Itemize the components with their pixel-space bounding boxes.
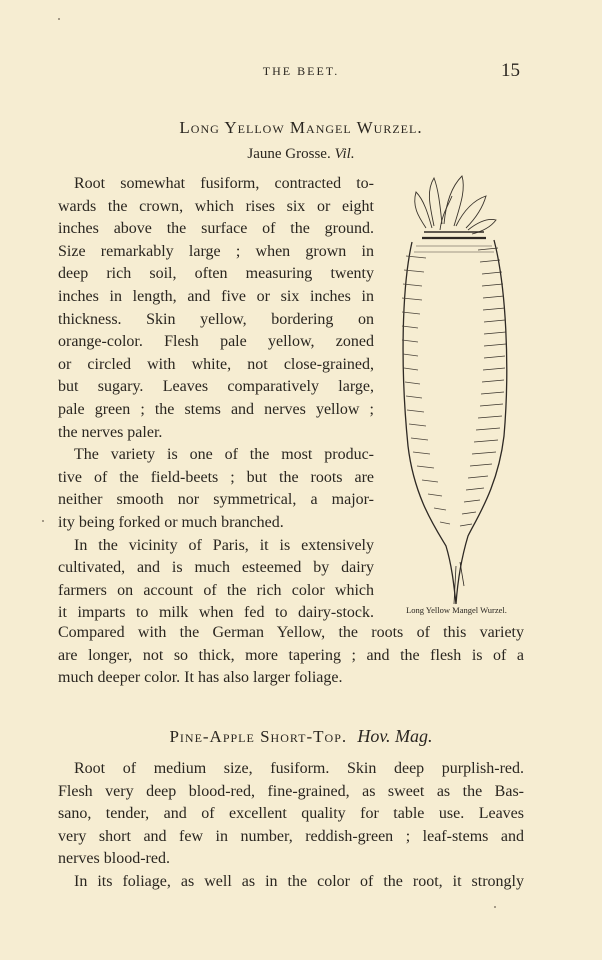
mangel-wurzel-engraving — [382, 166, 522, 606]
body-line: In the vicinity of Paris, it is extensively — [74, 536, 374, 554]
body-line: inches in length, and five or six inches in — [58, 287, 374, 305]
body-line: wards the crown, which rises six or eight — [58, 197, 374, 215]
paper-speck — [58, 18, 60, 20]
paper-speck — [42, 520, 44, 522]
body-line: Root somewhat fusiform, contracted to- — [74, 175, 374, 192]
synonym-authority: Vil. — [334, 146, 355, 162]
body-line: thickness. Skin yellow, bordering on — [58, 310, 374, 328]
running-head — [0, 60, 602, 84]
running-title: THE BEET. — [262, 64, 340, 78]
body-line: Root of medium size, fusiform. Skin deep purplish-red. — [74, 760, 524, 777]
body-line: deep rich soil, often measuring twenty — [58, 265, 374, 283]
body-line: nerves blood-red. — [58, 850, 170, 868]
section-synonym — [0, 146, 602, 163]
body-line: sano, tender, and of excellent quality for table use. Leaves — [58, 805, 524, 823]
body-line: Flesh very deep blood-red, fine-grained, as sweet as the Bas- — [58, 782, 524, 800]
body-line: neither smooth nor symmetrical, a major- — [58, 491, 374, 509]
body-line: pale green ; the stems and nerves yellow ; — [58, 400, 374, 418]
body-line: tive of the field-beets ; but the roots are — [58, 468, 374, 486]
body-wide-column — [58, 622, 524, 690]
section-heading-pine-apple — [0, 726, 602, 747]
body-line: the nerves paler. — [58, 423, 163, 441]
body-line: farmers on account of the rich color which — [58, 581, 374, 599]
body-line: The variety is one of the most produc- — [74, 446, 374, 464]
body-line: it imparts to milk when fed to dairy-stock. — [58, 604, 374, 622]
body-section2 — [58, 758, 524, 894]
body-line: Compared with the German Yellow, the roots of this variety — [58, 624, 524, 641]
paper-speck — [494, 906, 496, 908]
body-line: are longer, not so thick, more tapering ; and the flesh is of a — [58, 646, 524, 664]
body-line: Size remarkably large ; when grown in — [58, 242, 374, 260]
body-line: much deeper color. It has also larger foliage. — [58, 669, 343, 687]
body-line: cultivated, and is much esteemed by dairy — [58, 559, 374, 577]
body-line: ity being forked or much branched. — [58, 513, 284, 531]
body-line: In its foliage, as well as in the color of the root, it strongly — [74, 872, 524, 890]
body-line: orange-color. Flesh pale yellow, zoned — [58, 333, 374, 351]
synonym-text: Jaune Grosse. — [247, 146, 331, 162]
page-number: 15 — [501, 60, 520, 81]
body-line: inches above the surface of the ground. — [58, 220, 374, 238]
section2-title: Pine-Apple Short-Top. — [169, 727, 348, 746]
body-line: but sugary. Leaves comparatively large, — [58, 378, 374, 396]
body-line: or circled with white, not close-grained, — [58, 355, 374, 373]
body-narrow-column — [58, 173, 374, 625]
section2-authority: Hov. Mag. — [357, 726, 433, 746]
figure-caption: Long Yellow Mangel Wurzel. — [406, 605, 507, 615]
body-line: very short and few in number, reddish-green ; leaf-stems and — [58, 827, 524, 845]
section-heading-long-yellow: Long Yellow Mangel Wurzel. — [179, 118, 423, 137]
